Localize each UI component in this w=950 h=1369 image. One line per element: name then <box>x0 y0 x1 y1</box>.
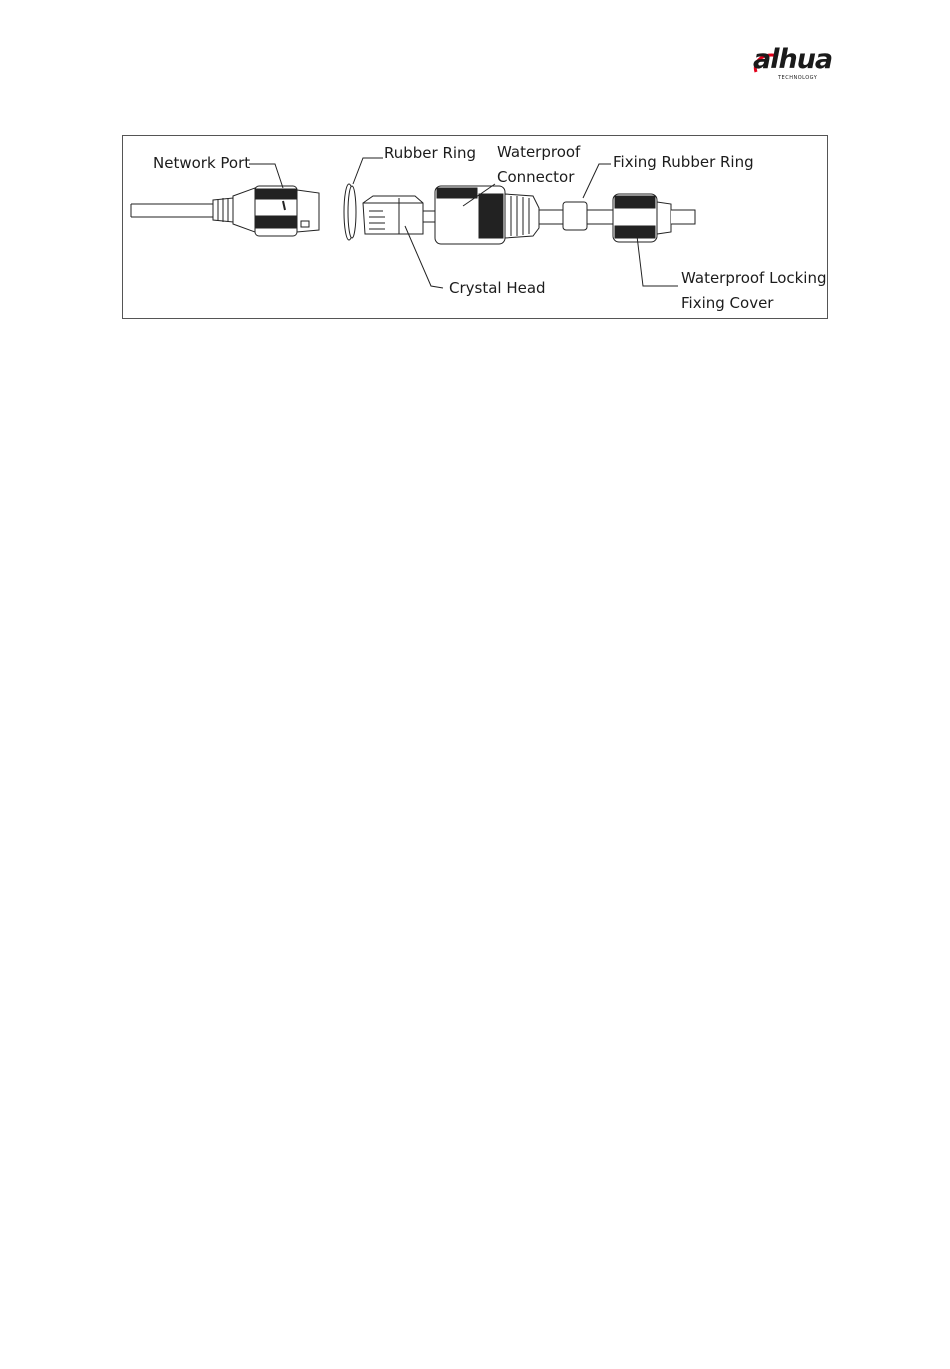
right-cable <box>671 210 695 224</box>
connector-diagram <box>122 135 828 319</box>
crystal-head-part <box>363 196 435 234</box>
rubber-ring-part <box>344 184 356 240</box>
network-port-part <box>213 186 319 236</box>
waterproof-connector-part <box>435 186 563 244</box>
label-fixing-rubber-ring: Fixing Rubber Ring <box>613 153 754 171</box>
logo-subtext: TECHNOLOGY <box>778 75 818 81</box>
locking-cover-part <box>613 194 671 242</box>
brand-logo <box>752 44 852 84</box>
label-network-port: Network Port <box>153 154 251 172</box>
label-waterproof-connector-2: Connector <box>497 168 575 186</box>
label-waterproof-locking-2: Fixing Cover <box>681 294 774 312</box>
label-rubber-ring: Rubber Ring <box>384 144 477 162</box>
logo-wordmark: alhua <box>753 44 833 75</box>
left-cable <box>131 204 213 217</box>
label-waterproof-locking-1: Waterproof Locking <box>681 269 827 287</box>
fixing-rubber-ring-part <box>563 202 613 230</box>
label-crystal-head: Crystal Head <box>449 279 546 297</box>
label-waterproof-connector-1: Waterproof <box>497 143 581 161</box>
